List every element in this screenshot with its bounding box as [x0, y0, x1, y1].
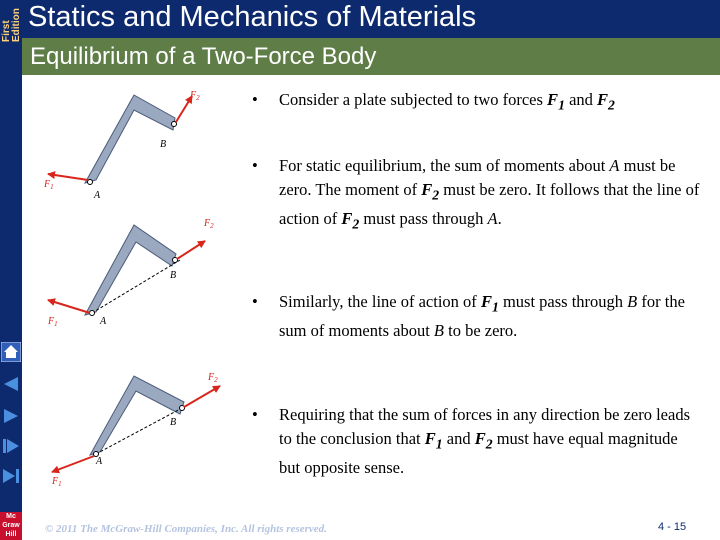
- bullet-text-2: For static equilibrium, the sum of moments about A must be zero. The moment of $F_2$ must be zero. It follows that the line of action of $F_2$ must pass through A.: [279, 156, 700, 232]
- d1-f1-label: $F_1$: [44, 179, 54, 191]
- d3-f2-label: $F_2$: [208, 372, 218, 384]
- d2-f1-label: $F_1$: [48, 316, 58, 328]
- back-button[interactable]: [1, 374, 21, 394]
- end-button[interactable]: [1, 466, 21, 486]
- d2-a-label: A: [100, 316, 107, 327]
- logo-line3: Hill: [5, 531, 17, 538]
- diagram-1: [43, 90, 200, 201]
- d1-a-label: A: [94, 190, 101, 201]
- d2-b-label: B: [170, 270, 177, 281]
- course-title: Statics and Mechanics of Materials: [28, 1, 477, 33]
- header-bar: [22, 0, 720, 38]
- edition-line1: First: [1, 20, 12, 42]
- next-button[interactable]: [1, 436, 21, 456]
- logo-line2: Graw: [2, 522, 20, 529]
- end-icon: [1, 466, 21, 486]
- bullet-text-4: Requiring that the sum of forces in any direction be zero leads to the conclusion that $F_1$ and $F_2$ must have equal magnitude but opposite sense.: [279, 405, 690, 478]
- prev-icon: [1, 406, 21, 426]
- next-icon: [1, 436, 21, 456]
- home-button[interactable]: [1, 342, 21, 362]
- previous-button[interactable]: [1, 406, 21, 426]
- bullet-text-1: Consider a plate subjected to two forces $F_1$ and $F_2$: [279, 90, 615, 113]
- bullet-item-2: [252, 154, 702, 237]
- two-force-body-diagrams: [30, 80, 230, 500]
- publisher-logo: [0, 512, 22, 540]
- d3-f1-label: $F_1$: [52, 476, 62, 488]
- d3-b-label: B: [170, 417, 177, 428]
- bullet-item-4: [252, 403, 702, 480]
- d2-f2-label: $F_2$: [204, 218, 214, 230]
- edition-label: [0, 0, 22, 44]
- logo-line1: Mc: [6, 513, 16, 520]
- d1-f2-label: $F_2$: [190, 90, 200, 102]
- bullet-item-1: [252, 88, 702, 117]
- d3-a-label: A: [96, 456, 103, 467]
- bullet-dot: •: [252, 90, 258, 109]
- left-sidebar: [0, 0, 22, 540]
- d1-b-label: B: [160, 139, 167, 150]
- bullet-dot: •: [252, 292, 258, 311]
- diagram-3: [51, 372, 220, 488]
- bullet-dot: •: [252, 405, 258, 424]
- page-number: 4 - 15: [658, 521, 687, 533]
- edition-line2: Edition: [11, 8, 22, 42]
- bullet-item-3: [252, 290, 702, 343]
- back-icon: [1, 374, 21, 394]
- bullet-dot: •: [252, 156, 258, 175]
- copyright-notice: © 2011 The McGraw-Hill Companies, Inc. All rights reserved.: [45, 523, 327, 535]
- home-icon: [1, 342, 21, 362]
- slide-title: Equilibrium of a Two-Force Body: [30, 43, 377, 70]
- subheader-bar: [22, 38, 720, 75]
- bullet-text-3: Similarly, the line of action of $F_1$ must pass through B for the sum of moments about B to be zero.: [279, 292, 685, 341]
- diagram-2: [47, 218, 214, 328]
